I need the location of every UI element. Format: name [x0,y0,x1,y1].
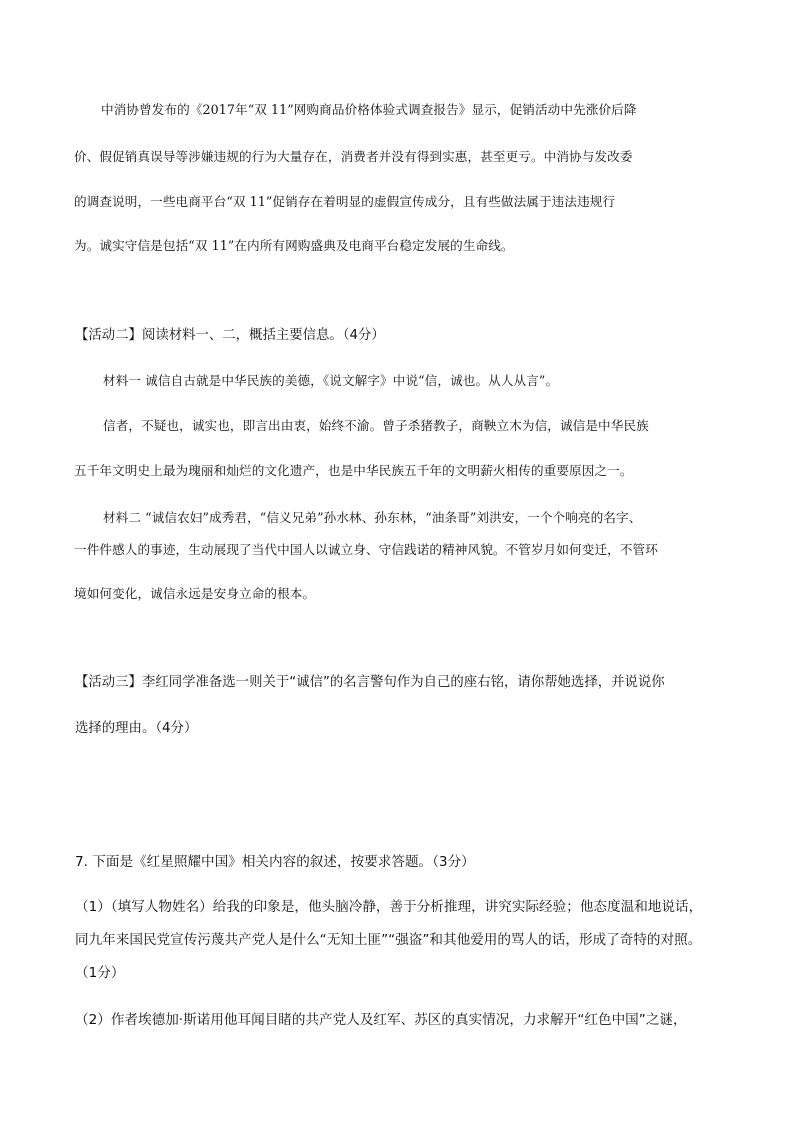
activity-three-line: 【活动三】李红同学准备选一则关于“诚信”的名言警句作为自己的座右铭，请你帮她选择，并说说你 [75,675,665,690]
passage-line: 的调查说明，一些电商平台“双 11”促销存在着明显的虚假宣传成分，且有些做法属于违法违规行 [74,194,616,209]
question-seven-part1-line: （1）（填写人物姓名）给我的印象是，他头脑冷静，善于分析推理，讲究实际经验；他态度温和地说话， [75,899,703,915]
question-seven-title: 7. 下面是《红星照耀中国》相关内容的叙述，按要求答题。（3分） [75,854,475,870]
material-two-line: 材料二 “诚信农妇”成秀君，“信义兄弟”孙水林、孙东林，“油条哥”刘洪安，一个个响亮的名字、 [103,510,642,525]
material-one-line: 材料一 诚信自古就是中华民族的美德，《说文解字》中说“信，诚也。从人从言”。 [103,373,559,388]
question-seven-part1-line: （1分） [75,965,125,981]
activity-two-prompt: 【活动二】阅读材料一、二，概括主要信息。（4分） [75,328,385,343]
activity-three-line: 选择的理由。（4分） [75,721,198,736]
passage-line: 为。诚实守信是包括“双 11”在内所有网购盛典及电商平台稳定发展的生命线。 [74,238,514,253]
material-two-line: 一件件感人的事迹，生动展现了当代中国人以诚立身、守信践诺的精神风貌。不管岁月如何变迁，不管环 [74,542,658,557]
passage-line: 中消协曾发布的《2017年“双 11”网购商品价格体验式调查报告》显示，促销活动中先涨价后降 [101,102,637,117]
material-one-line: 信者，不疑也，诚实也，即言出由衷，始终不渝。曾子杀猪教子，商鞅立木为信，诚信是中华民族 [103,418,649,433]
material-one-line: 五千年文明史上最为瑰丽和灿烂的文化遗产，也是中华民族五千年的文明薪火相传的重要原因之一。 [74,463,633,478]
question-seven-part1-line: 同九年来国民党宣传污蔑共产党人是什么“无知土匪”“强盗”和其他爱用的骂人的话，形成了奇特的对照。 [75,932,702,948]
question-seven-part2-line: （2）作者埃德加·斯诺用他耳闻目睹的共产党人及红军、苏区的真实情况，力求解开“红色中国”之谜， [75,1012,687,1028]
material-two-line: 境如何变化，诚信永远是安身立命的根本。 [74,586,316,601]
passage-line: 价、假促销真误导等涉嫌违规的行为大量存在，消费者并没有得到实惠，甚至更亏。中消协与发改委 [74,149,633,164]
